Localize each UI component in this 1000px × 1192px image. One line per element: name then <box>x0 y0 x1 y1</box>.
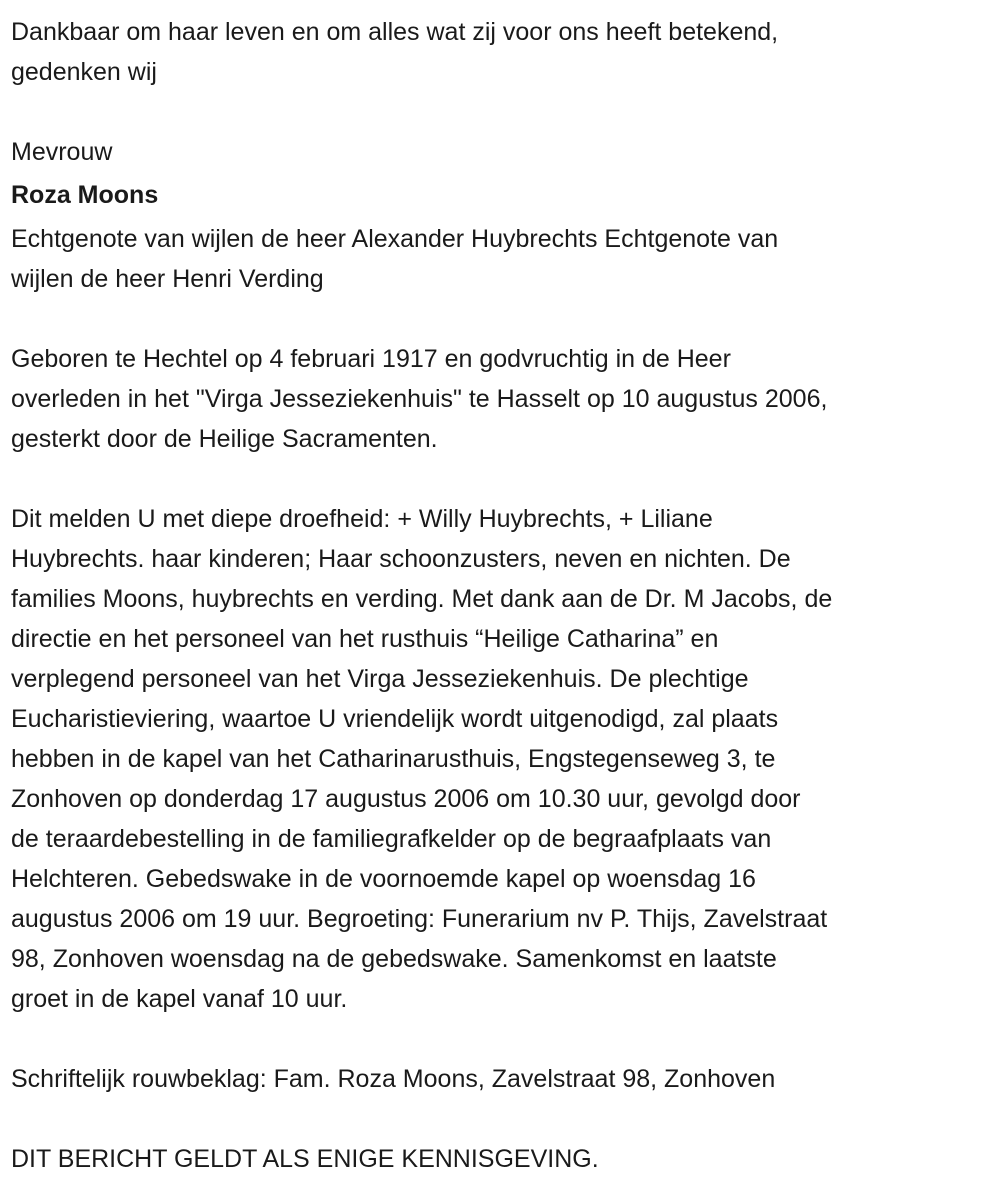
text-line: directie en het personeel van het rusthuis “Heilige Catharina” en <box>11 625 719 653</box>
birth-death-paragraph <box>11 339 996 459</box>
announcement-paragraph <box>11 499 996 1019</box>
text-line: Dankbaar om haar leven en om alles wat zij voor ons heeft betekend, <box>11 18 779 46</box>
text-line: verplegend personeel van het Virga Jesseziekenhuis. De plechtige <box>11 665 749 693</box>
text-line: Zonhoven op donderdag 17 augustus 2006 om 10.30 uur, gevolgd door <box>11 785 801 813</box>
intro-paragraph <box>11 12 996 92</box>
spouses-paragraph <box>11 219 996 299</box>
text-line: groet in de kapel vanaf 10 uur. <box>11 985 348 1013</box>
notice-paragraph <box>11 1139 996 1179</box>
obituary-document <box>11 12 996 1179</box>
text-line: Dit melden U met diepe droefheid: + Willy Huybrechts, + Liliane <box>11 505 713 533</box>
condolences-paragraph <box>11 1059 996 1099</box>
text-line: augustus 2006 om 19 uur. Begroeting: Funerarium nv P. Thijs, Zavelstraat <box>11 905 828 933</box>
text-line: overleden in het "Virga Jesseziekenhuis" te Hasselt op 10 augustus 2006, <box>11 385 828 413</box>
text-line: Echtgenote van wijlen de heer Alexander Huybrechts Echtgenote van <box>11 225 779 253</box>
text-line: 98, Zonhoven woensdag na de gebedswake. Samenkomst en laatste <box>11 945 777 973</box>
notice-line: DIT BERICHT GELDT ALS ENIGE KENNISGEVING. <box>11 1145 599 1173</box>
text-line: wijlen de heer Henri Verding <box>11 265 324 293</box>
text-line: gedenken wij <box>11 58 157 86</box>
text-line: Geboren te Hechtel op 4 februari 1917 en godvruchtig in de Heer <box>11 345 731 373</box>
text-line: Huybrechts. haar kinderen; Haar schoonzusters, neven en nichten. De <box>11 545 791 573</box>
deceased-name: Roza Moons <box>11 181 159 209</box>
text-line: gesterkt door de Heilige Sacramenten. <box>11 425 438 453</box>
text-line: hebben in de kapel van het Catharinarusthuis, Engstegenseweg 3, te <box>11 745 776 773</box>
text-line: de teraardebestelling in de familiegrafkelder op de begraafplaats van <box>11 825 772 853</box>
honorific: Mevrouw <box>11 138 113 166</box>
text-line: Eucharistieviering, waartoe U vriendelijk wordt uitgenodigd, zal plaats <box>11 705 779 733</box>
text-line: Helchteren. Gebedswake in de voornoemde kapel op woensdag 16 <box>11 865 756 893</box>
text-line: families Moons, huybrechts en verding. Met dank aan de Dr. M Jacobs, de <box>11 585 833 613</box>
condolences-line: Schriftelijk rouwbeklag: Fam. Roza Moons, Zavelstraat 98, Zonhoven <box>11 1065 776 1093</box>
